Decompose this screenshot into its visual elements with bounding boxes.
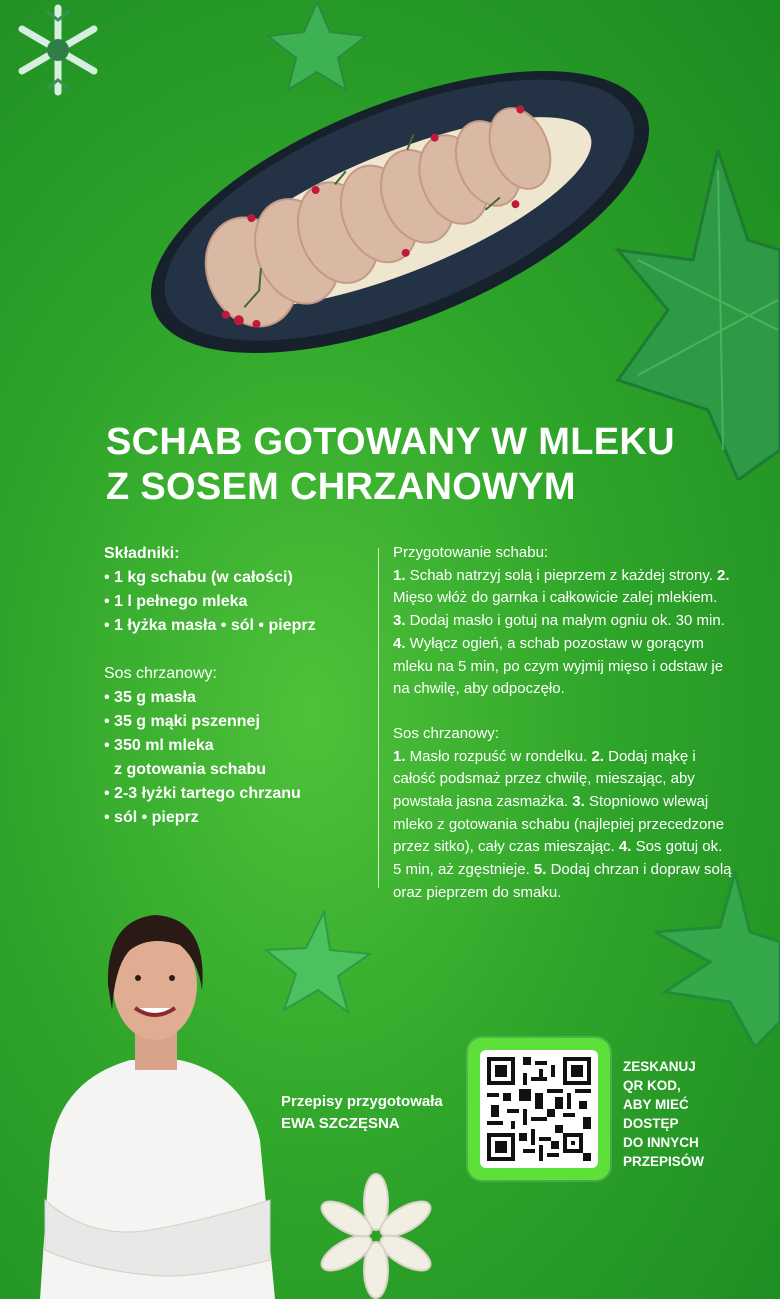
step-text: Stopniowo wlewaj mleko z gotowania schabu (najlepiej przecedzone przez sitko), cały czas mieszając.	[393, 793, 725, 856]
ingredients-list	[104, 566, 364, 638]
ingredient-item: • 1 łyżka masła • sól • pieprz	[104, 617, 316, 634]
chef-portrait	[30, 900, 280, 1299]
snowflake-decoration	[8, 0, 108, 100]
recipe-title-line2: Z SOSEM CHRZANOWYM	[106, 466, 576, 508]
preparation-column	[393, 542, 733, 905]
step-text: Dodaj mąkę i całość podsmaż przez chwilę, mieszając, aby powstała jasna zasmażka.	[393, 747, 696, 811]
step-number: 3.	[572, 793, 585, 811]
step-text: Dodaj masło i gotuj na małym ogniu ok. 30 min.	[405, 612, 725, 630]
sauce-ingredient-item: • 2-3 łyżki tartego chrzanu	[104, 785, 301, 802]
author-credit	[281, 1091, 443, 1135]
sauce-ingredient-item: • 350 ml mleka	[104, 737, 214, 754]
dish-photo	[130, 52, 670, 372]
ingredients-column	[104, 542, 364, 830]
step-text: Masło rozpuść w rondelku.	[405, 747, 592, 765]
snowflake-decoration	[318, 1172, 434, 1299]
sauce-ingredients-list	[104, 686, 364, 830]
qr-caption-line: ABY MIEĆ	[623, 1097, 689, 1112]
qr-caption-line: ZESKANUJ	[623, 1059, 696, 1074]
step-number: 1.	[393, 747, 406, 765]
column-divider	[378, 548, 379, 888]
qr-code[interactable]	[480, 1050, 598, 1168]
step-number: 5.	[533, 861, 547, 879]
step-number: 2.	[717, 566, 730, 584]
step-number: 2.	[591, 747, 604, 765]
step-text: Schab natrzyj solą i pieprzem z każdej strony.	[405, 566, 718, 584]
step-number: 1.	[393, 566, 406, 584]
sauce-ingredient-item: • 35 g masła	[104, 689, 196, 706]
qr-code-frame[interactable]	[468, 1038, 610, 1180]
step-number: 4.	[393, 634, 406, 652]
step-text: Mięso włóż do garnka i całkowicie zalej mlekiem.	[393, 589, 718, 607]
author-label: Przepisy przygotowała	[281, 1093, 443, 1110]
sauce-preparation-heading: Sos chrzanowy:	[393, 724, 499, 742]
sauce-ingredients-heading: Sos chrzanowy:	[104, 665, 217, 682]
qr-code-icon	[487, 1057, 591, 1161]
sauce-ingredient-item: • 35 g mąki pszennej	[104, 713, 260, 730]
qr-caption-line: PRZEPISÓW	[623, 1154, 705, 1169]
recipe-title	[106, 420, 675, 510]
ingredient-item: • 1 kg schabu (w całości)	[104, 569, 293, 586]
ingredients-heading: Składniki:	[104, 545, 180, 562]
knitted-star-decoration	[655, 872, 780, 1047]
step-text: Wyłącz ogień, a schab pozostaw w gorącym mleku na 5 min, po czym wyjmij mięso i odstaw je na chwilę, aby odpoczęło.	[393, 634, 724, 698]
author-name: EWA SZCZĘSNA	[281, 1115, 400, 1132]
qr-caption-line: DOSTĘP	[623, 1116, 679, 1131]
sauce-ingredient-item: • sól • pieprz	[104, 809, 199, 826]
preparation-heading: Przygotowanie schabu:	[393, 544, 549, 561]
step-number: 4.	[618, 838, 632, 856]
ingredient-item: • 1 l pełnego mleka	[104, 593, 248, 610]
step-text: Dodaj chrzan i dopraw solą oraz pieprzem do smaku.	[393, 861, 732, 901]
recipe-title-line1: SCHAB GOTOWANY W MLEKU	[106, 421, 675, 463]
preparation-steps	[393, 565, 733, 701]
step-number: 3.	[393, 612, 406, 630]
qr-caption-line: DO INNYCH	[623, 1135, 699, 1150]
qr-caption-line: QR KOD,	[623, 1078, 681, 1093]
step-text: Sos gotuj ok. 5 min, aż zgęstnieje.	[393, 838, 723, 879]
sauce-ingredient-item: z gotowania schabu	[114, 761, 267, 778]
qr-caption	[623, 1057, 704, 1171]
